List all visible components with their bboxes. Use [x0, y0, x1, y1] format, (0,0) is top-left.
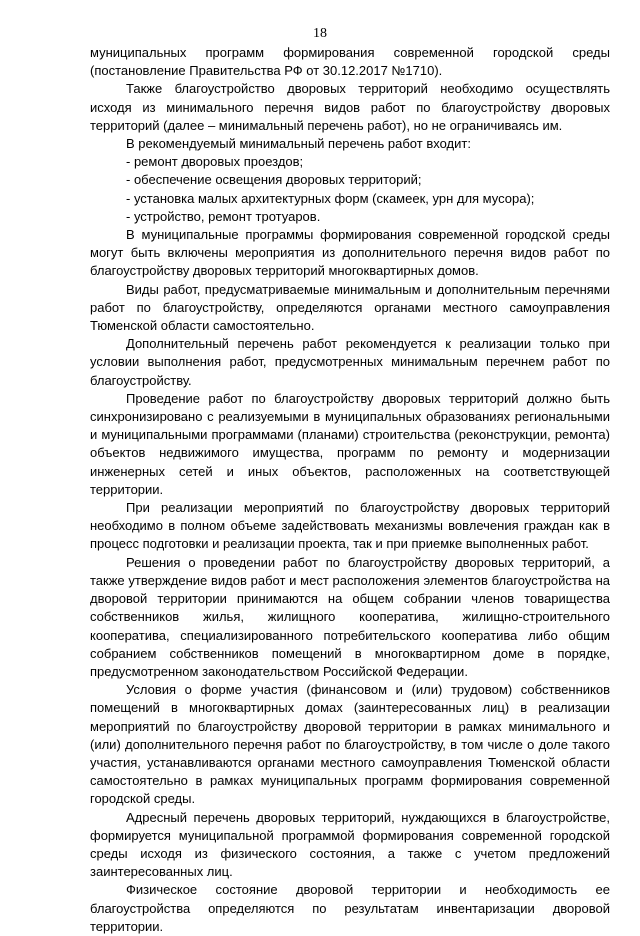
list-item: - установка малых архитектурных форм (скамеек, урн для мусора); [126, 190, 535, 206]
paragraph: При реализации мероприятий по благоустройству дворовых территорий необходимо в полном объеме задействовать механизмы вовлечения граждан как в процесс подготовки и реализации проекта, так и при приемке выполненных работ. [90, 500, 610, 552]
paragraph: Дополнительный перечень работ рекомендуется к реализации только при условии выполнения работ, предусмотренных минимальным перечнем работ по благоустройству. [90, 336, 610, 388]
document-body [90, 44, 610, 936]
page-number: 18 [313, 26, 327, 41]
list-item: - ремонт дворовых проездов; [126, 154, 304, 170]
paragraph: Физическое состояние дворовой территории и необходимость ее благоустройства определяются по результатам инвентаризации дворовой территории. [90, 882, 610, 934]
paragraph: Решения о проведении работ по благоустройству дворовых территорий, а также утверждение видов работ и мест расположения элементов благоустройства на дворовой территории принимаются на общем собрании членов товарищества собственников жилья, жилищного кооператива, жилищно-строительного кооператива, специализированного потребительского кооператива либо общим собранием собственников помещений в многоквартирном доме в порядке, предусмотренном законодательством Российской Федерации. [90, 554, 610, 679]
list-intro: В рекомендуемый минимальный перечень работ входит: [126, 136, 471, 152]
paragraph: В муниципальные программы формирования современной городской среды могут быть включены мероприятия из дополнительного перечня видов работ по благоустройству дворовых территорий многоквартирных домов. [90, 227, 610, 279]
paragraph: Условия о форме участия (финансовом и (или) трудовом) собственников помещений в многоквартирных домах (заинтересованных лиц) в реализации мероприятий по благоустройству дворовой территории в рамках минимального и (или) дополнительного перечня работ по благоустройству, в том числе о доле такого участия, устанавливаются органами местного самоуправления Тюменской области самостоятельно в рамках муниципальных программ формирования современной городской среды. [90, 682, 610, 807]
paragraph: Виды работ, предусматриваемые минимальным и дополнительным перечнями работ по благоустройству, определяются органами местного самоуправления Тюменской области самостоятельно. [90, 281, 610, 334]
list-item: - устройство, ремонт тротуаров. [126, 208, 321, 224]
paragraph: муниципальных программ формирования современной городской среды (постановление Правительства РФ от 30.12.2017 №1710). [90, 45, 610, 79]
list-item: - обеспечение освещения дворовых территорий; [126, 172, 422, 188]
paragraph: Проведение работ по благоустройству дворовых территорий должно быть синхронизировано с реализуемыми в муниципальных образованиях региональными и муниципальными программами (планами) строительства (реконструкции, ремонта) объектов недвижимого имущества, программ по ремонту и модернизации инженерных сетей и иных объектов, расположенных на соответствующей территории. [90, 390, 610, 497]
paragraph: Адресный перечень дворовых территорий, нуждающихся в благоустройстве, формируется муниципальной программой формирования современной городской среды исходя из физического состояния, а также с учетом предложений заинтересованных лиц. [90, 809, 610, 880]
paragraph: Также благоустройство дворовых территорий необходимо осуществлять исходя из минимального перечня видов работ по благоустройству дворовых территорий (далее – минимальный перечень работ), но не ограничиваясь им. [90, 81, 610, 133]
